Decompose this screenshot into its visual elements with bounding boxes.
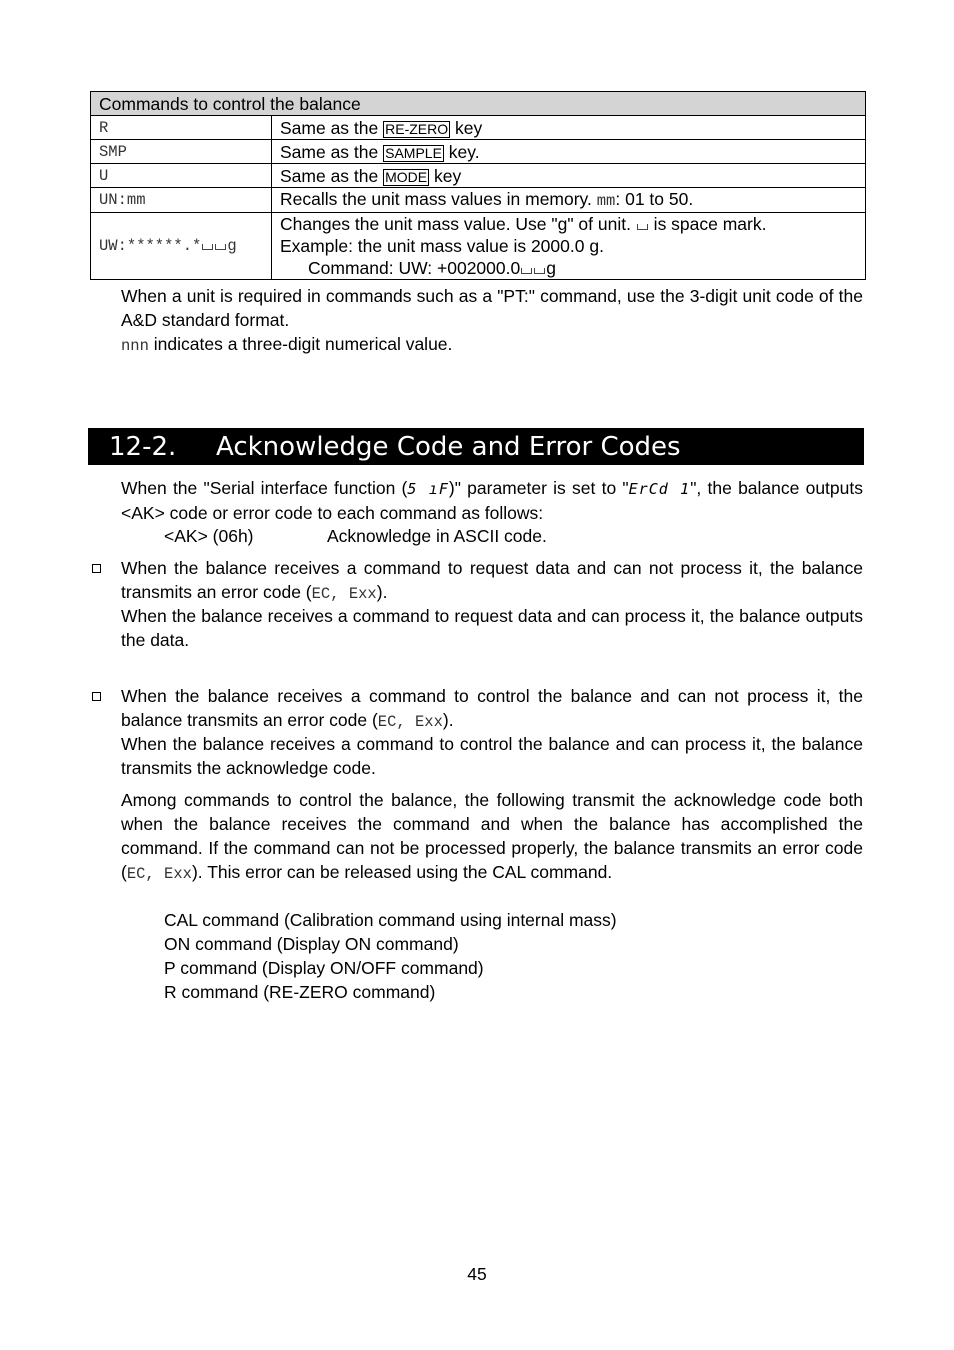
command-list-item: R command (RE-ZERO command) (164, 982, 436, 1002)
intro-text: When the "Serial interface function ( (121, 478, 408, 498)
bullet-text: ). (376, 582, 388, 602)
table-row (91, 188, 866, 213)
space-mark-icon (637, 224, 648, 230)
command-cell: UN:mm (91, 188, 272, 213)
segment-display-text: ErCd 1 (628, 480, 691, 498)
nnn-note (121, 332, 863, 358)
description-text: key. (443, 141, 480, 162)
page-number: 45 (467, 1264, 487, 1284)
description-text: Same as the (280, 117, 384, 138)
among-text: ). This error can be released using the CAL command. (191, 862, 613, 882)
intro-paragraph (121, 476, 863, 525)
command-list-item: P command (Display ON/OFF command) (164, 958, 484, 978)
command-cell (91, 213, 272, 280)
description-cell (272, 116, 866, 140)
table-row (91, 213, 866, 280)
table-row (91, 116, 866, 140)
unit-note: When a unit is required in commands such as a "PT:" command, use the 3-digit unit code of the A&D standard format. (121, 286, 863, 330)
space-mark-icon (202, 244, 213, 250)
among-paragraph (121, 788, 863, 886)
bullet2-paragraph (121, 684, 863, 734)
mono-text: EC, Exx (126, 865, 192, 883)
space-mark-icon (534, 268, 545, 274)
description-line (280, 213, 857, 235)
intro-text: ", the balance outputs <AK> code or error code to each command as follows: (121, 478, 864, 523)
mono-text: EC, Exx (311, 585, 377, 603)
description-text: Command: UW: +002000.0 (308, 258, 521, 278)
section-heading (88, 428, 864, 465)
section-title: Acknowledge Code and Error Codes (216, 432, 681, 462)
mono-text: EC, Exx (377, 713, 443, 731)
mono-text: mm (596, 192, 616, 210)
description-text: key (429, 165, 462, 186)
key-label: RE-ZERO (385, 120, 449, 137)
bullet-square-icon (92, 692, 101, 701)
command-cell: SMP (91, 140, 272, 164)
bullet-text: When the balance receives a command to control the balance and can not process it, the balance transmits an error code ( (121, 686, 863, 730)
key-label: SAMPLE (385, 144, 442, 161)
table-row (91, 164, 866, 188)
description-text: g (546, 258, 556, 278)
section-number: 12-2. (109, 432, 177, 462)
description-text: : 01 to 50. (615, 189, 694, 209)
mono-text: nnn (121, 337, 149, 355)
note-text: indicates a three-digit numerical value. (148, 334, 453, 354)
description-cell (272, 213, 866, 280)
bullet-square-icon (92, 564, 101, 573)
command-text: g (227, 237, 237, 255)
description-text: Same as the (280, 165, 384, 186)
description-text: Recalls the unit mass values in memory. (280, 189, 597, 209)
table-header: Commands to control the balance (91, 92, 866, 116)
segment-display-text: 5 ıF (407, 480, 449, 498)
command-cell: R (91, 116, 272, 140)
among-text: Among commands to control the balance, the following transmit the acknowledge code both when the balance receives the command and when the balance has accomplished the command. If the command can not be processed properly, the balance transmits an error code ( (121, 790, 863, 882)
commands-table (90, 91, 866, 280)
bullet-text: ). (442, 710, 454, 730)
ak-code: <AK> (06h) (164, 526, 254, 546)
description-line: Example: the unit mass value is 2000.0 g. (280, 236, 604, 256)
intro-text: )" parameter is set to " (448, 478, 629, 498)
key-label: MODE (385, 168, 428, 185)
description-text: key (450, 117, 483, 138)
table-row (91, 140, 866, 164)
command-cell: U (91, 164, 272, 188)
description-cell (272, 188, 866, 213)
description-cell (272, 164, 866, 188)
description-text: Same as the (280, 141, 384, 162)
ak-description: Acknowledge in ASCII code. (327, 526, 547, 546)
command-text: UW:******.* (99, 237, 202, 255)
command-list-item: CAL command (Calibration command using internal mass) (164, 910, 617, 930)
bullet2-followup: When the balance receives a command to control the balance and can process it, the balance transmits the acknowledge code. (121, 734, 863, 778)
space-mark-icon (215, 244, 226, 250)
description-text: is space mark. (648, 214, 767, 234)
bullet1-paragraph (121, 556, 863, 606)
space-mark-icon (521, 268, 532, 274)
description-line (280, 257, 857, 279)
bullet1-followup: When the balance receives a command to request data and can process it, the balance outputs the data. (121, 606, 863, 650)
description-cell (272, 140, 866, 164)
description-text: Changes the unit mass value. Use "g" of unit. (280, 214, 636, 234)
bullet-text: When the balance receives a command to request data and can not process it, the balance transmits an error code ( (121, 558, 863, 602)
command-list-item: ON command (Display ON command) (164, 934, 459, 954)
